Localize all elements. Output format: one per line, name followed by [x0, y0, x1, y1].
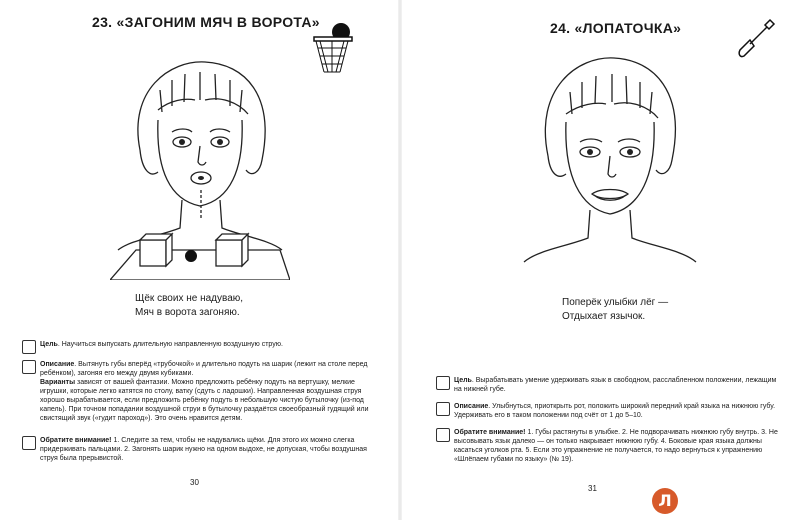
pencil-icon [436, 402, 450, 416]
poem-line: Отдыхает язычок. [562, 311, 646, 322]
poem-line: Мяч в ворота загоняю. [135, 307, 240, 318]
note-icon [436, 428, 450, 442]
attention-block [436, 428, 780, 464]
basketball-hoop-icon [312, 12, 358, 76]
note-icon [22, 436, 36, 450]
description-label: Описание [40, 361, 75, 368]
poem-line: Щёк своих не надуваю, [135, 293, 244, 304]
poem-line: Поперёк улыбки лёг — [562, 297, 669, 308]
page-number: 31 [588, 484, 597, 493]
description-block: Описание. Улыбнуться, приоткрыть рот, положить широкий передний край языка на нижнюю губу. Удерживать его в таком положении под счёт от 1 до 5–10. [436, 402, 780, 420]
page-number: 30 [190, 478, 199, 487]
poem [562, 296, 668, 324]
target-icon [22, 340, 36, 354]
goal-label: Цель [40, 341, 58, 348]
page-title: 24. «ЛОПАТОЧКА» [550, 20, 682, 36]
child-face-blowing-illustration [110, 50, 290, 280]
variants-text: зависят от вашей фантазии. Можно предложить ребёнку подуть на вертушку, мелкие игрушки, которые легко катятся по столу, ватку (сдуть с ладошки). Направленная воздушная струя хорошо вырабатывается, если предложить ребёнку подуть в небольшую чистую бутылочку (из-под капель). При точном попадании воздушной струи в бутылочку раздаётся своеобразный гудящий или свистящий звук («гудит пароход»). Это очень нравится детям. [40, 379, 369, 422]
variants-label: Варианты [40, 379, 76, 386]
shovel-icon [736, 18, 776, 60]
page-title: 23. «ЗАГОНИМ МЯЧ В ВОРОТА» [92, 14, 320, 30]
attention-label: Обратите внимание! [454, 429, 526, 436]
description-text: Улыбнуться, приоткрыть рот, положить широкий передний край языка на нижнюю губу. Удерживать его в таком положении под счёт от 1 до 5–10. [454, 403, 776, 419]
right-page [400, 0, 800, 520]
description-text: Вытянуть губы вперёд «трубочкой» и длительно подуть на шарик (лежит на столе перед ребёнком), загоняя его между двумя кубиками. [40, 361, 368, 377]
goal-text: Научиться выпускать длительную направленную воздушную струю. [61, 341, 283, 348]
goal-label: Цель [454, 377, 472, 384]
pencil-icon [22, 360, 36, 374]
goal-text: Вырабатывать умение удерживать язык в свободном, расслабленном положении, лежащим на нижней губе. [454, 377, 777, 393]
attention-text: 1. Губы растянуты в улыбке. 2. Не подворачивать нижнюю губу внутрь. 3. Не высовывать язык далеко — он только накрывает нижнюю губу. 4. Боковые края языка должны касаться уголков рта. 5. Если это упражнение не получается, то надо вернуться к упражнению «Шлёпаем губами по языку» (№ 19). [454, 429, 778, 463]
attention-text: 1. Следите за тем, чтобы не надувались щёки. Для этого их можно слегка придерживать пальцами. 2. Загонять шарик нужно на одном выдохе, не допуская, чтобы воздушная струя была прерывистой. [40, 437, 367, 462]
publisher-logo: Л [652, 488, 678, 514]
attention-label: Обратите внимание! [40, 437, 112, 444]
goal-block: Цель. Научиться выпускать длительную направленную воздушную струю. [22, 340, 372, 349]
child-face-tongue-illustration [520, 48, 700, 278]
target-icon [436, 376, 450, 390]
description-label: Описание [454, 403, 489, 410]
poem [135, 292, 243, 320]
description-block: Описание. Вытянуть губы вперёд «трубочкой» и длительно подуть на шарик (лежит на столе перед ребёнком), загоняя его между двумя кубиками. Варианты зависят от вашей фантазии. Можно предложить ребёнку подуть на вертушку, мелкие игрушки, которые легко катятся по столу, ватку (сдуть с ладошки). Направленная воздушная струя хорошо вырабатывается, если предложить ребёнку подуть в небольшую чистую бутылочку (из-под капель). При точном попадании воздушной струи в бутылочку раздаётся своеобразный гудящий или свистящий звук («гудит пароход»). Это очень нравится детям. [22, 360, 372, 423]
goal-block: Цель. Вырабатывать умение удерживать язык в свободном, расслабленном положении, лежащим на нижней губе. [436, 376, 780, 394]
attention-block [22, 436, 372, 463]
